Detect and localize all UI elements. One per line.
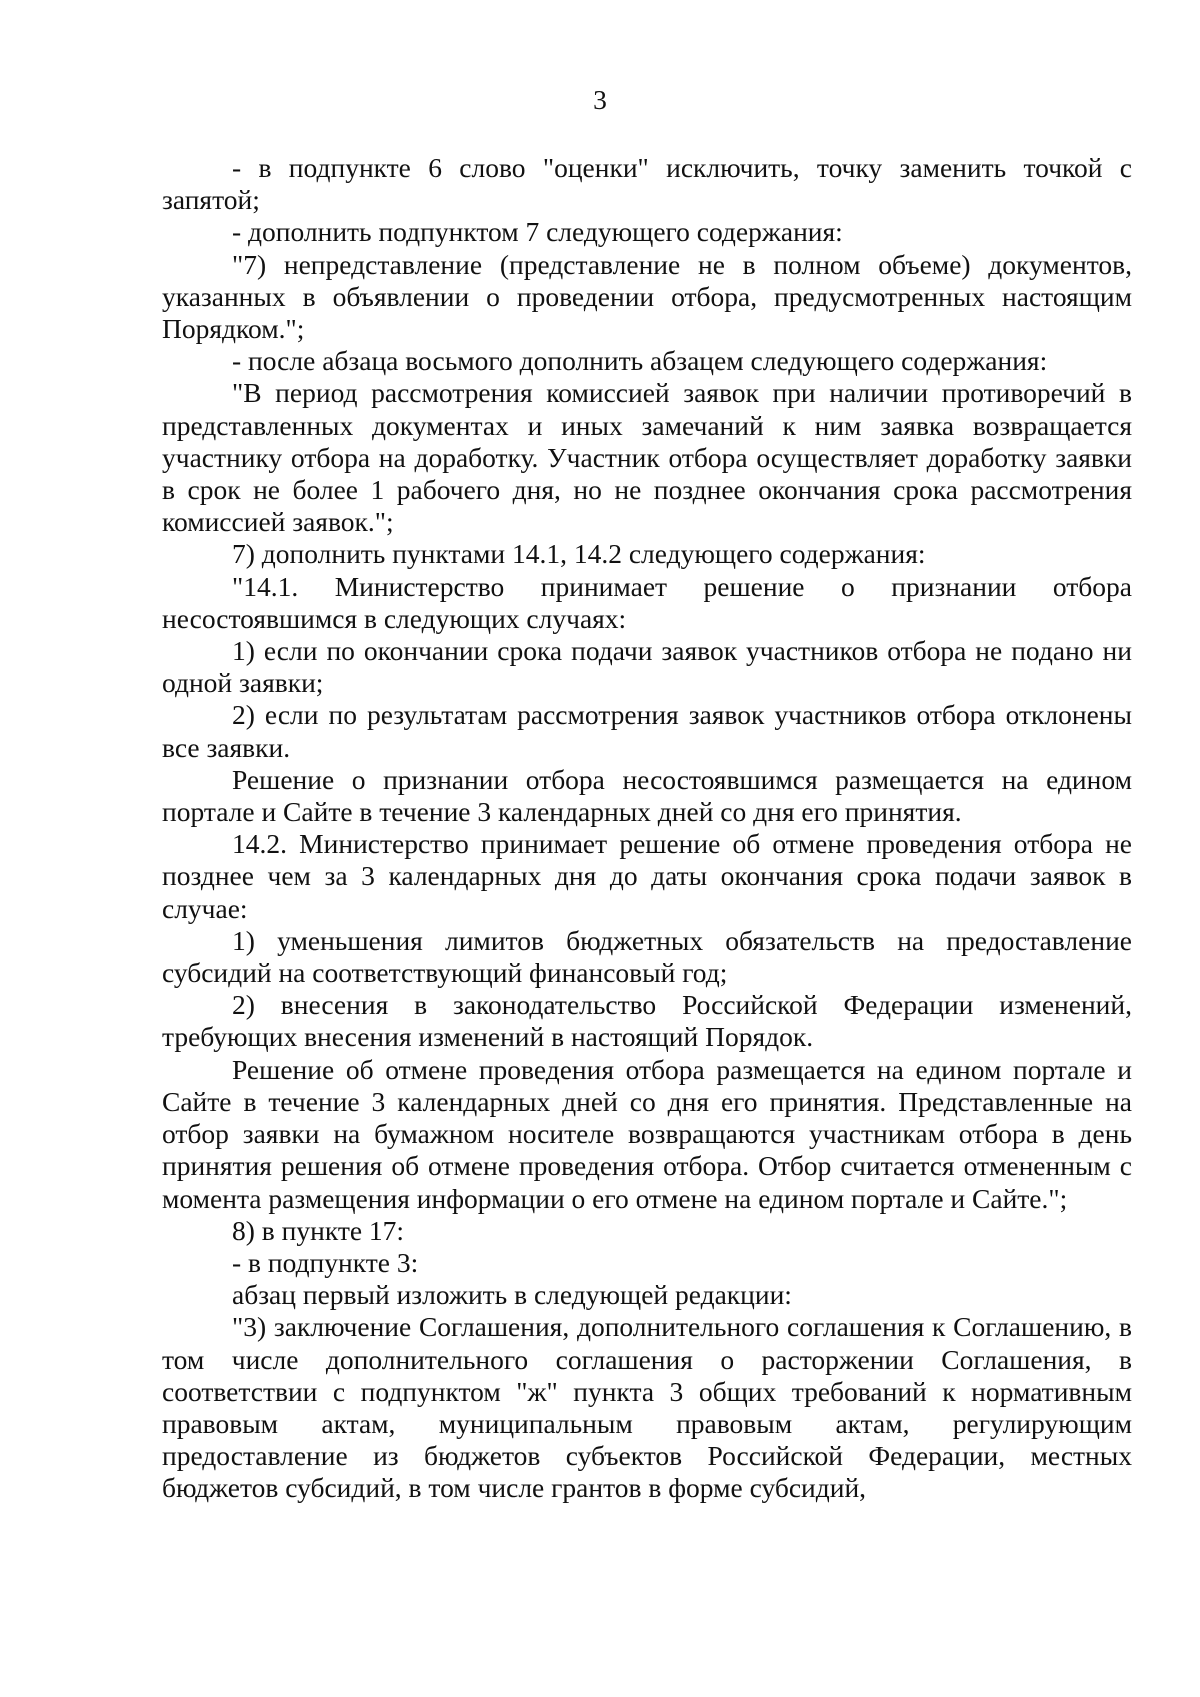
paragraph: "3) заключение Соглашения, дополнительного соглашения к Соглашению, в том числе дополнительного соглашения о расторжении Соглашения, в соответствии с подпунктом "ж" пункта 3 общих требований к нормативным правовым актам, муниципальным правовым актам, регулирующим предоставление из бюджетов субъектов Российской Федерации, местных бюджетов субсидий, в том числе грантов в форме субсидий, xyxy=(162,1311,1132,1504)
paragraph: - в подпункте 3: xyxy=(232,1246,419,1278)
paragraph: "14.1. Министерство принимает решение о признании отбора несостоявшимся в следующих случаях: xyxy=(162,570,1132,634)
paragraph: 2) если по результатам рассмотрения заявок участников отбора отклонены все заявки. xyxy=(162,699,1132,763)
document-body xyxy=(162,152,1132,1505)
paragraph: 1) уменьшения лимитов бюджетных обязательств на предоставление субсидий на соответствующий финансовый год; xyxy=(162,924,1132,989)
paragraph: "В период рассмотрения комиссией заявок при наличии противоречий в представленных документах и иных замечаний к ним заявка возвращается участнику отбора на доработку. Участник отбора осуществляет доработку заявки в срок не более 1 рабочего дня, но не позднее окончания срока рассмотрения комиссией заявок."; xyxy=(162,377,1132,538)
paragraph: 2) внесения в законодательство Российской Федерации изменений, требующих внесения изменений в настоящий Порядок. xyxy=(162,989,1132,1053)
paragraph: 14.2. Министерство принимает решение об отмене проведения отбора не позднее чем за 3 календарных дня до даты окончания срока подачи заявок в случае: xyxy=(162,828,1132,924)
paragraph: 7) дополнить пунктами 14.1, 14.2 следующего содержания: xyxy=(232,538,926,570)
page-number: 3 xyxy=(593,84,607,115)
paragraph: - в подпункте 6 слово "оценки" исключить, точку заменить точкой с запятой; xyxy=(162,152,1132,216)
paragraph: "7) непредставление (представление не в полном объеме) документов, указанных в объявлении о проведении отбора, предусмотренных настоящим Порядком."; xyxy=(162,248,1132,345)
paragraph: - дополнить подпунктом 7 следующего содержания: xyxy=(232,216,843,248)
paragraph: 8) в пункте 17: xyxy=(232,1214,405,1246)
paragraph: - после абзаца восьмого дополнить абзацем следующего содержания: xyxy=(232,345,1048,377)
paragraph: 1) если по окончании срока подачи заявок участников отбора не подано ни одной заявки; xyxy=(162,635,1132,699)
paragraph: Решение о признании отбора несостоявшимся размещается на едином портале и Сайте в течение 3 календарных дней со дня его принятия. xyxy=(162,763,1132,828)
paragraph: Решение об отмене проведения отбора размещается на едином портале и Сайте в течение 3 календарных дней со дня его принятия. Представленные на отбор заявки на бумажном носителе возвращаются участникам отбора в день принятия решения об отмене проведения отбора. Отбор считается отмененным с момента размещения информации о его отмене на едином портале и Сайте."; xyxy=(162,1053,1132,1214)
paragraph: абзац первый изложить в следующей редакции: xyxy=(232,1279,792,1311)
